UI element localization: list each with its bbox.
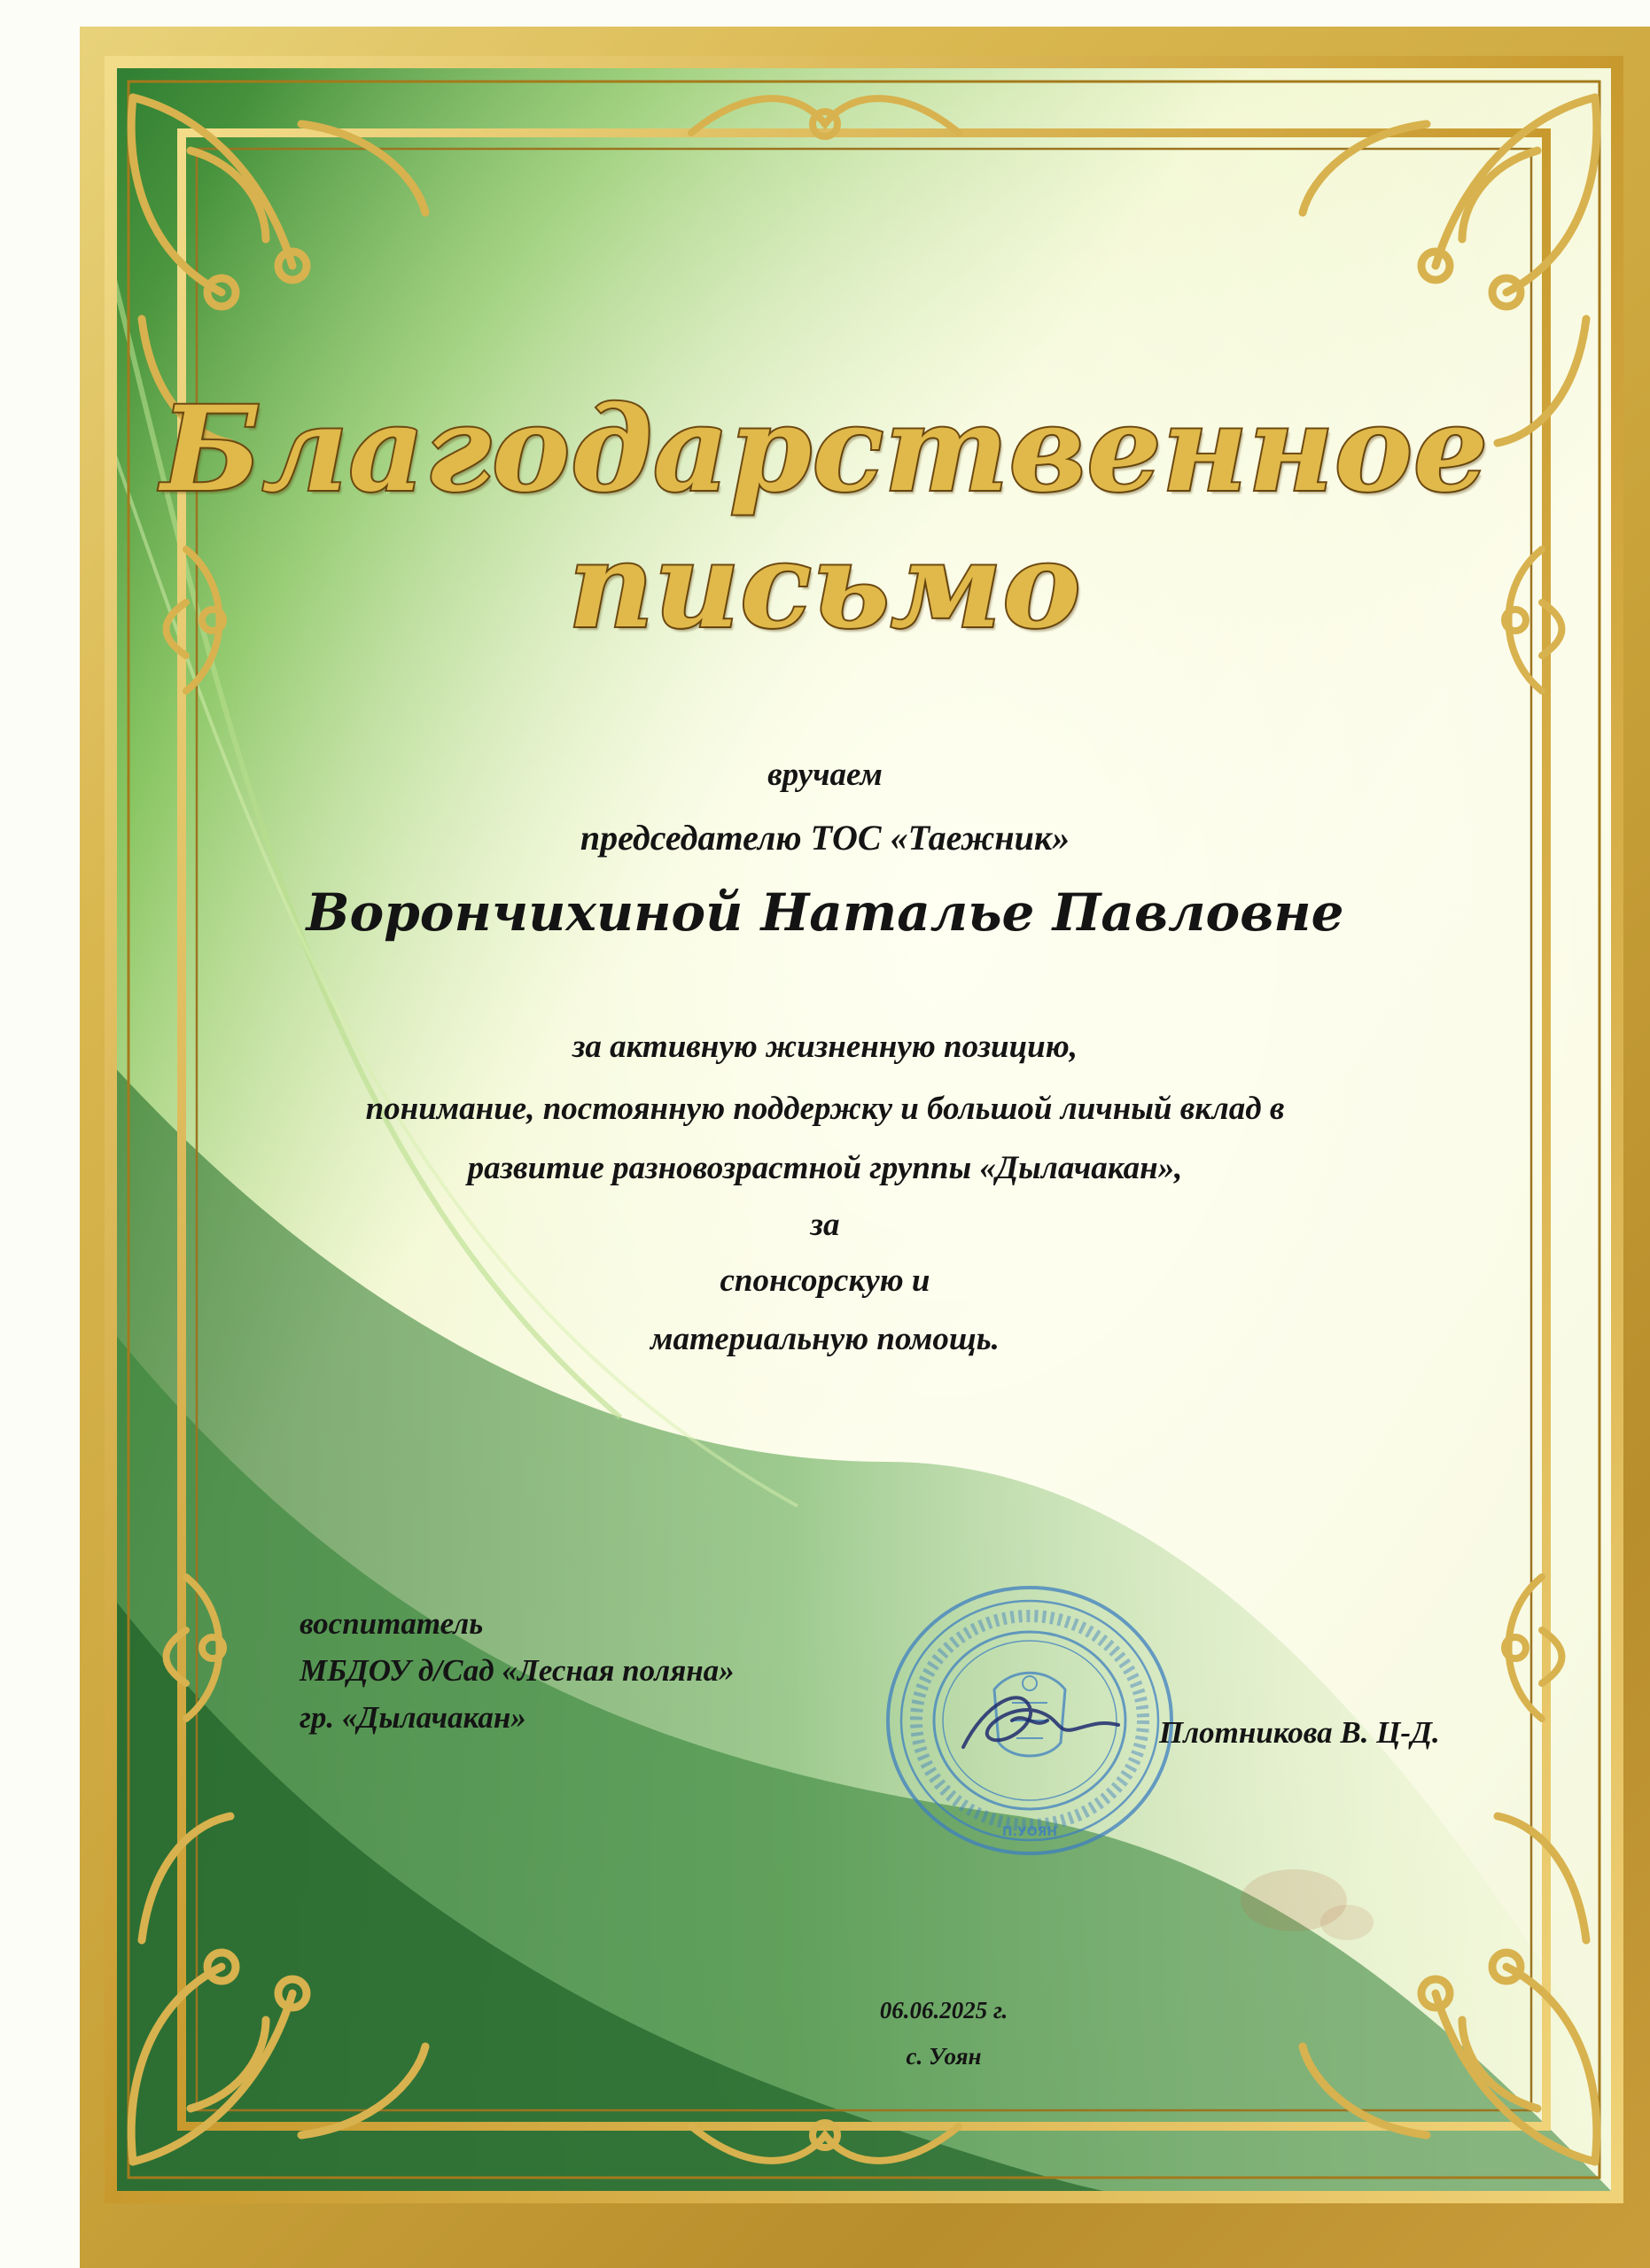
signature-line-group: гр. «Дылачакан» [300, 1700, 526, 1735]
signature-line-role: воспитатель [300, 1606, 484, 1641]
reason-line: за [810, 1207, 840, 1243]
stamp-center-text: П.УОЯН [1001, 1825, 1058, 1839]
reason-line: спонсорскую и [720, 1262, 930, 1299]
reason-line: развитие разновозрастной группы «Дылачакан», [467, 1150, 1183, 1186]
reason-line: материальную помощь. [650, 1321, 1000, 1357]
signature-block [300, 1600, 735, 1741]
issue-date: 06.06.2025 г. [879, 1997, 1008, 2023]
issue-place: с. Уоян [906, 2043, 982, 2070]
reason-line: за активную жизненную позицию, [572, 1029, 1078, 1065]
intro-text: вручаем [767, 757, 883, 793]
recipient-position: председателю ТОС «Таежник» [580, 818, 1070, 858]
certificate-title-line1: Благодарственное [160, 381, 1490, 518]
official-stamp [879, 1579, 1180, 1862]
recipient-name: Ворончихиной Наталье Павловне [306, 882, 1344, 943]
signature-line-org: МБДОУ д/Сад «Лесная поляна» [300, 1653, 735, 1688]
signer-name: Плотникова В. Ц-Д. [1159, 1715, 1440, 1750]
certificate-title-line2: письмо [568, 517, 1082, 655]
reason-line: понимание, постоянную поддержку и большой личный вклад в [365, 1091, 1285, 1127]
